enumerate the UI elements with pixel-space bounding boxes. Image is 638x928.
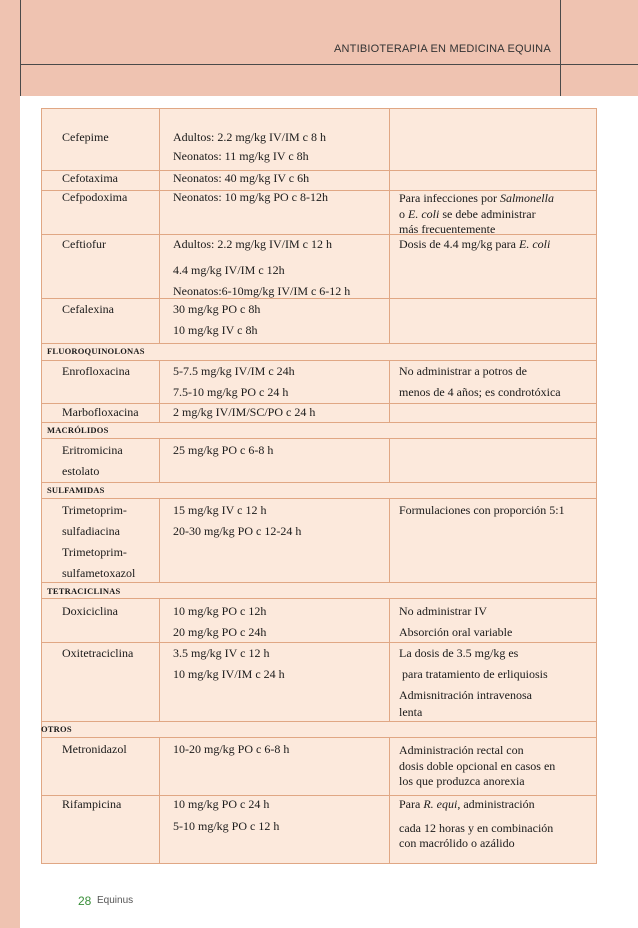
- drug-name: Doxiciclina: [62, 604, 118, 618]
- page-number: 28: [78, 894, 92, 908]
- drug-name: Trimetoprim-: [62, 503, 127, 517]
- drug-name: Trimetoprim-: [62, 545, 127, 559]
- note-line: con macrólido o azálido: [399, 836, 515, 850]
- note-line: Formulaciones con proporción 5:1: [399, 503, 565, 517]
- note-line: más frecuentemente: [399, 222, 496, 236]
- dose-line: 10-20 mg/kg PO c 6-8 h: [173, 742, 290, 756]
- note-line: La dosis de 3.5 mg/kg es: [399, 646, 519, 660]
- drug-name: Cefepime: [62, 130, 109, 144]
- drug-name: Cefalexina: [62, 302, 114, 316]
- dose-line: Neonatos: 40 mg/kg IV c 6h: [173, 171, 310, 185]
- col-divider: [389, 438, 390, 482]
- dose-line: 3.5 mg/kg IV c 12 h: [173, 646, 270, 660]
- note-line: cada 12 horas y en combinación: [399, 821, 554, 835]
- dose-line: Neonatos: 11 mg/kg IV c 8h: [173, 149, 309, 163]
- row-divider: [42, 598, 596, 599]
- header-divider-right: [560, 0, 561, 96]
- dose-line: Neonatos: 10 mg/kg PO c 8-12h: [173, 190, 328, 204]
- col-divider: [159, 737, 160, 863]
- drug-name: Eritromicina: [62, 443, 123, 457]
- row-divider: [42, 642, 596, 643]
- dose-line: 5-10 mg/kg PO c 12 h: [173, 819, 280, 833]
- dose-line: Neonatos:6-10mg/kg IV/IM c 6-12 h: [173, 284, 351, 298]
- header-rule: [20, 64, 638, 65]
- drug-name: Oxitetraciclina: [62, 646, 134, 660]
- dose-line: 15 mg/kg IV c 12 h: [173, 503, 267, 517]
- dose-line: Adultos: 2.2 mg/kg IV/IM c 12 h: [173, 237, 332, 251]
- drug-name: Ceftiofur: [62, 237, 106, 251]
- dose-line: 25 mg/kg PO c 6-8 h: [173, 443, 274, 457]
- journal-name: Equinus: [97, 895, 134, 906]
- note-line: Dosis de 4.4 mg/kg para E. coli: [399, 237, 551, 251]
- dose-line: 10 mg/kg IV c 8h: [173, 323, 258, 337]
- drug-name: Marbofloxacina: [62, 405, 139, 419]
- dose-line: 20 mg/kg PO c 24h: [173, 625, 267, 639]
- col-divider: [389, 737, 390, 863]
- row-divider: [42, 422, 596, 423]
- section-heading: FLUOROQUINOLONAS: [47, 346, 145, 356]
- drug-name: sulfadiacina: [62, 524, 120, 538]
- dose-line: 2 mg/kg IV/IM/SC/PO c 24 h: [173, 405, 316, 419]
- drug-name: estolato: [62, 464, 100, 478]
- running-header-title: ANTIBIOTERAPIA EN MEDICINA EQUINA: [334, 43, 551, 55]
- col-divider: [159, 598, 160, 721]
- dose-line: 10 mg/kg IV/IM c 24 h: [173, 667, 285, 681]
- note-line: Administración rectal con: [399, 743, 524, 757]
- note-line: dosis doble opcional en casos en: [399, 759, 556, 773]
- note-line: los que produzca anorexia: [399, 774, 525, 788]
- col-divider: [389, 498, 390, 582]
- section-heading: TETRACICLINAS: [47, 586, 121, 596]
- col-divider: [389, 360, 390, 422]
- col-divider: [159, 498, 160, 582]
- drug-name: Cefotaxima: [62, 171, 118, 185]
- col-divider: [389, 598, 390, 721]
- row-divider: [42, 498, 596, 499]
- header-divider-left: [20, 0, 21, 96]
- section-heading: SULFAMIDAS: [47, 485, 105, 495]
- note-line: para tratamiento de erliquiosis: [399, 667, 548, 681]
- note-line: menos de 4 años; es condrotóxica: [399, 385, 561, 399]
- row-divider: [42, 721, 596, 722]
- drug-name: Metronidazol: [62, 742, 127, 756]
- drug-name: Cefpodoxima: [62, 190, 128, 204]
- col-divider: [159, 109, 160, 343]
- note-line: Para R. equi, administración: [399, 797, 535, 811]
- dose-line: 10 mg/kg PO c 12h: [173, 604, 267, 618]
- antibiotic-dosage-table: [41, 108, 597, 864]
- note-line: No administrar a potros de: [399, 364, 527, 378]
- note-line: lenta: [399, 705, 423, 719]
- drug-name: Rifampicina: [62, 797, 122, 811]
- section-heading: MACRÓLIDOS: [47, 425, 109, 435]
- dose-line: 20-30 mg/kg PO c 12-24 h: [173, 524, 302, 538]
- note-line: o E. coli se debe administrar: [399, 207, 536, 221]
- dose-line: 10 mg/kg PO c 24 h: [173, 797, 270, 811]
- row-divider: [42, 343, 596, 344]
- note-line: Absorción oral variable: [399, 625, 513, 639]
- col-divider: [389, 109, 390, 343]
- note-line: Admisnitración intravenosa: [399, 688, 532, 702]
- left-margin-band: [0, 96, 20, 928]
- dose-line: 4.4 mg/kg IV/IM c 12h: [173, 263, 285, 277]
- section-heading: OTROS: [41, 724, 72, 734]
- row-divider: [42, 438, 596, 439]
- note-line: Para infecciones por Salmonella: [399, 191, 554, 205]
- drug-name: Enrofloxacina: [62, 364, 130, 378]
- col-divider: [159, 438, 160, 482]
- drug-name: sulfametoxazol: [62, 566, 136, 580]
- note-line: No administrar IV: [399, 604, 487, 618]
- row-divider: [42, 482, 596, 483]
- dose-line: Adultos: 2.2 mg/kg IV/IM c 8 h: [173, 130, 326, 144]
- col-divider: [159, 360, 160, 422]
- row-divider: [42, 737, 596, 738]
- row-divider: [42, 170, 596, 171]
- row-divider: [42, 360, 596, 361]
- dose-line: 7.5-10 mg/kg PO c 24 h: [173, 385, 289, 399]
- dose-line: 30 mg/kg PO c 8h: [173, 302, 261, 316]
- dose-line: 5-7.5 mg/kg IV/IM c 24h: [173, 364, 295, 378]
